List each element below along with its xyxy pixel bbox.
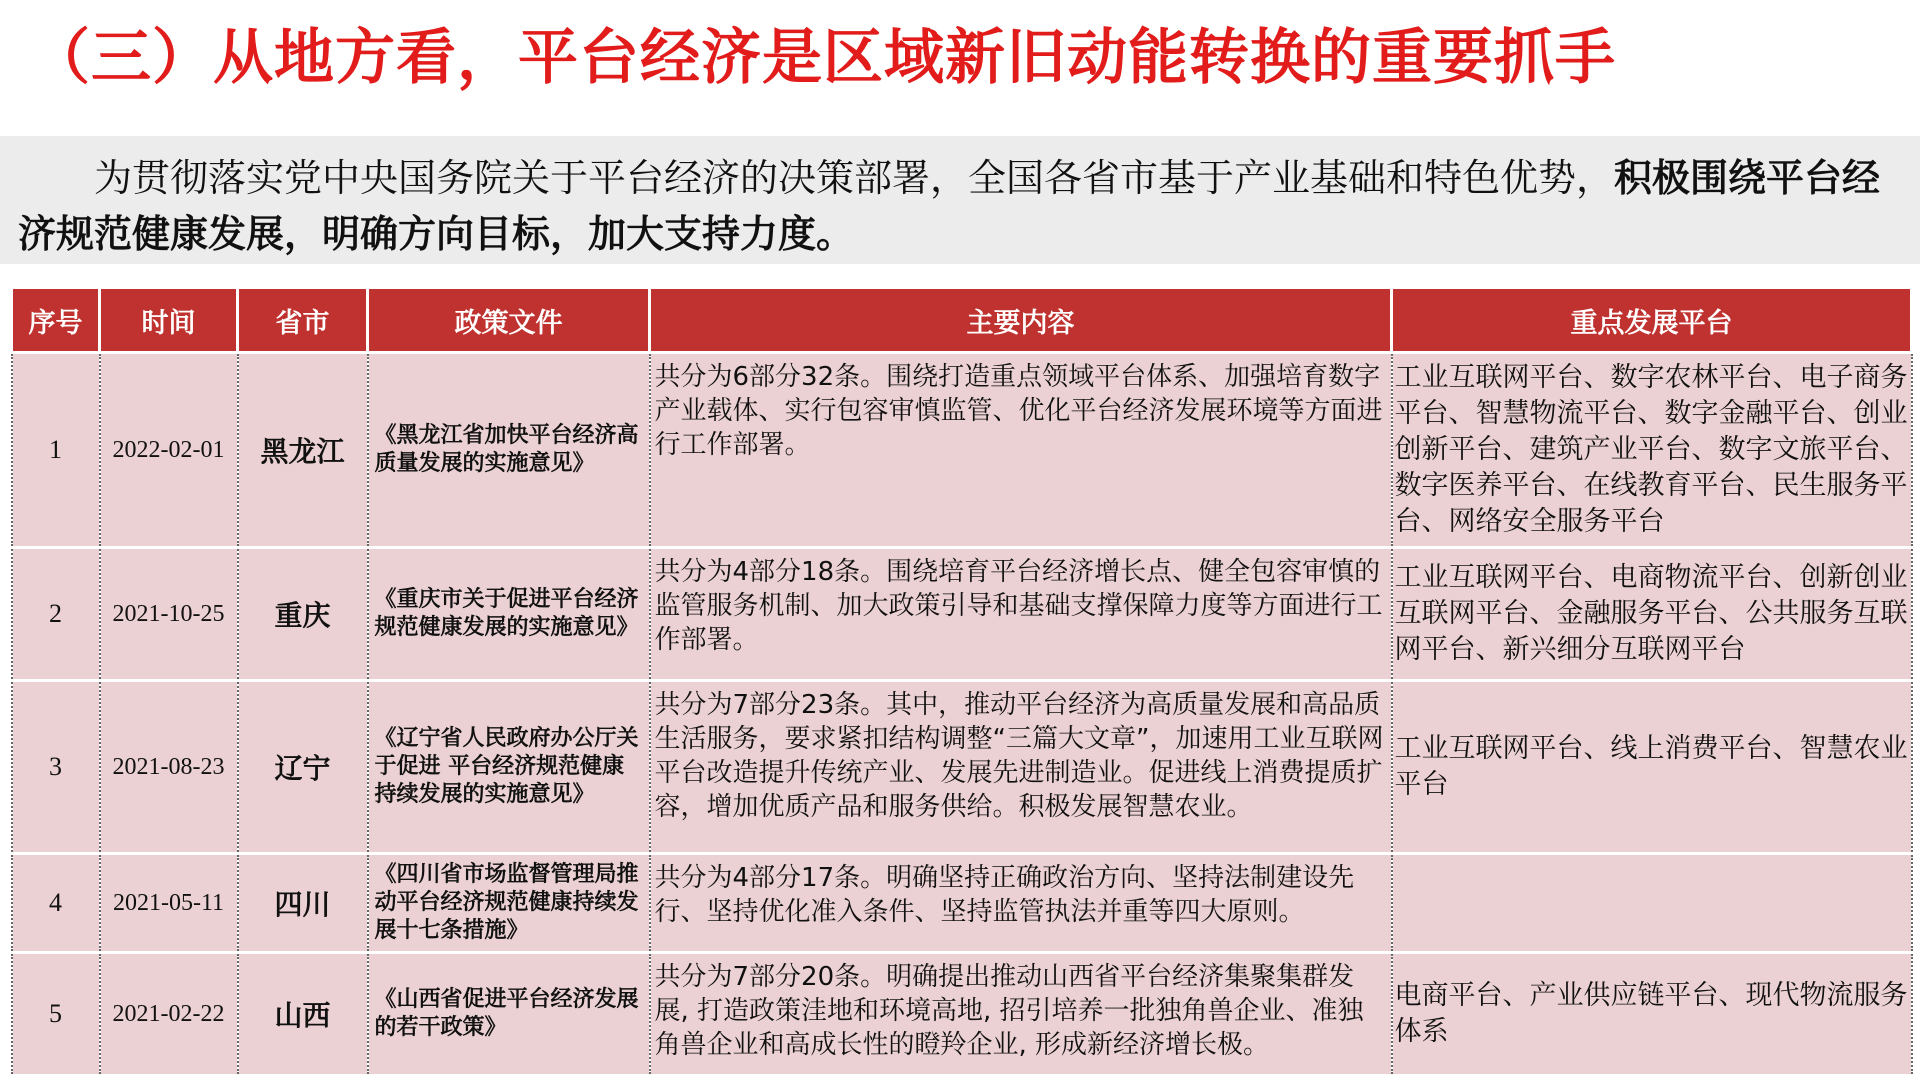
row-index: 5 <box>12 953 100 1076</box>
policy-table-container <box>10 286 1910 1077</box>
row-date: 2021-05-11 <box>100 854 238 953</box>
row-index: 2 <box>12 548 100 681</box>
row-date: 2021-02-22 <box>100 953 238 1076</box>
table-row <box>12 548 1912 681</box>
row-platforms <box>1392 854 1912 953</box>
header-index: 序号 <box>12 288 100 353</box>
row-document: 《黑龙江省加快平台经济高质量发展的实施意见》 <box>368 353 650 548</box>
table-row <box>12 681 1912 854</box>
row-province: 辽宁 <box>238 681 368 854</box>
row-document: 《山西省促进平台经济发展的若干政策》 <box>368 953 650 1076</box>
row-index: 4 <box>12 854 100 953</box>
row-platforms: 工业互联网平台、电商物流平台、创新创业互联网平台、金融服务平台、公共服务互联网平台、新兴细分互联网平台 <box>1392 548 1912 681</box>
row-platforms: 工业互联网平台、线上消费平台、智慧农业平台 <box>1392 681 1912 854</box>
row-province: 黑龙江 <box>238 353 368 548</box>
row-document: 《四川省市场监督管理局推动平台经济规范健康持续发展十七条措施》 <box>368 854 650 953</box>
header-document: 政策文件 <box>368 288 650 353</box>
row-platforms: 工业互联网平台、数字农林平台、电子商务平台、智慧物流平台、数字金融平台、创业创新平台、建筑产业平台、数字文旅平台、数字医养平台、在线教育平台、民生服务平台、网络安全服务平台 <box>1392 353 1912 548</box>
header-platforms: 重点发展平台 <box>1392 288 1912 353</box>
row-document: 《辽宁省人民政府办公厅关于促进 平台经济规范健康持续发展的实施意见》 <box>368 681 650 854</box>
row-date: 2021-08-23 <box>100 681 238 854</box>
table-header-row <box>12 288 1912 353</box>
row-province: 四川 <box>238 854 368 953</box>
table-row <box>12 953 1912 1076</box>
intro-text: 为贯彻落实党中央国务院关于平台经济的决策部署，全国各省市基于产业基础和特色优势， <box>94 156 1615 200</box>
table-row <box>12 854 1912 953</box>
row-province: 重庆 <box>238 548 368 681</box>
row-content: 共分为4部分18条。围绕培育平台经济增长点、健全包容审慎的监管服务机制、加大政策引导和基础支撑保障力度等方面进行工作部署。 <box>650 548 1392 681</box>
policy-table <box>10 286 1913 1077</box>
row-content: 共分为7部分23条。其中，推动平台经济为高质量发展和高品质生活服务，要求紧扣结构调整“三篇大文章”，加速用工业互联网平台改造提升传统产业、发展先进制造业。促进线上消费提质扩容，增加优质产品和服务供给。积极发展智慧农业。 <box>650 681 1392 854</box>
row-content: 共分为7部分20条。明确提出推动山西省平台经济集聚集群发展, 打造政策洼地和环境高地, 招引培养一批独角兽企业、准独角兽企业和高成长性的瞪羚企业, 形成新经济增长极。 <box>650 953 1392 1076</box>
header-content: 主要内容 <box>650 288 1392 353</box>
page-title: （三）从地方看，平台经济是区域新旧动能转换的重要抓手 <box>30 23 1616 93</box>
intro-emphasis: 积极围绕平台经济规范健康发展，明确方向目标，加大支持力度。 <box>18 156 1881 256</box>
row-document: 《重庆市关于促进平台经济规范健康发展的实施意见》 <box>368 548 650 681</box>
row-date: 2022-02-01 <box>100 353 238 548</box>
row-platforms: 电商平台、产业供应链平台、现代物流服务体系 <box>1392 953 1912 1076</box>
row-index: 1 <box>12 353 100 548</box>
table-row <box>12 353 1912 548</box>
intro-paragraph <box>0 136 1920 264</box>
row-province: 山西 <box>238 953 368 1076</box>
header-date: 时间 <box>100 288 238 353</box>
header-province: 省市 <box>238 288 368 353</box>
row-date: 2021-10-25 <box>100 548 238 681</box>
row-content: 共分为6部分32条。围绕打造重点领域平台体系、加强培育数字产业载体、实行包容审慎监管、优化平台经济发展环境等方面进行工作部署。 <box>650 353 1392 548</box>
row-content: 共分为4部分17条。明确坚持正确政治方向、坚持法制建设先行、坚持优化准入条件、坚持监管执法并重等四大原则。 <box>650 854 1392 953</box>
row-index: 3 <box>12 681 100 854</box>
